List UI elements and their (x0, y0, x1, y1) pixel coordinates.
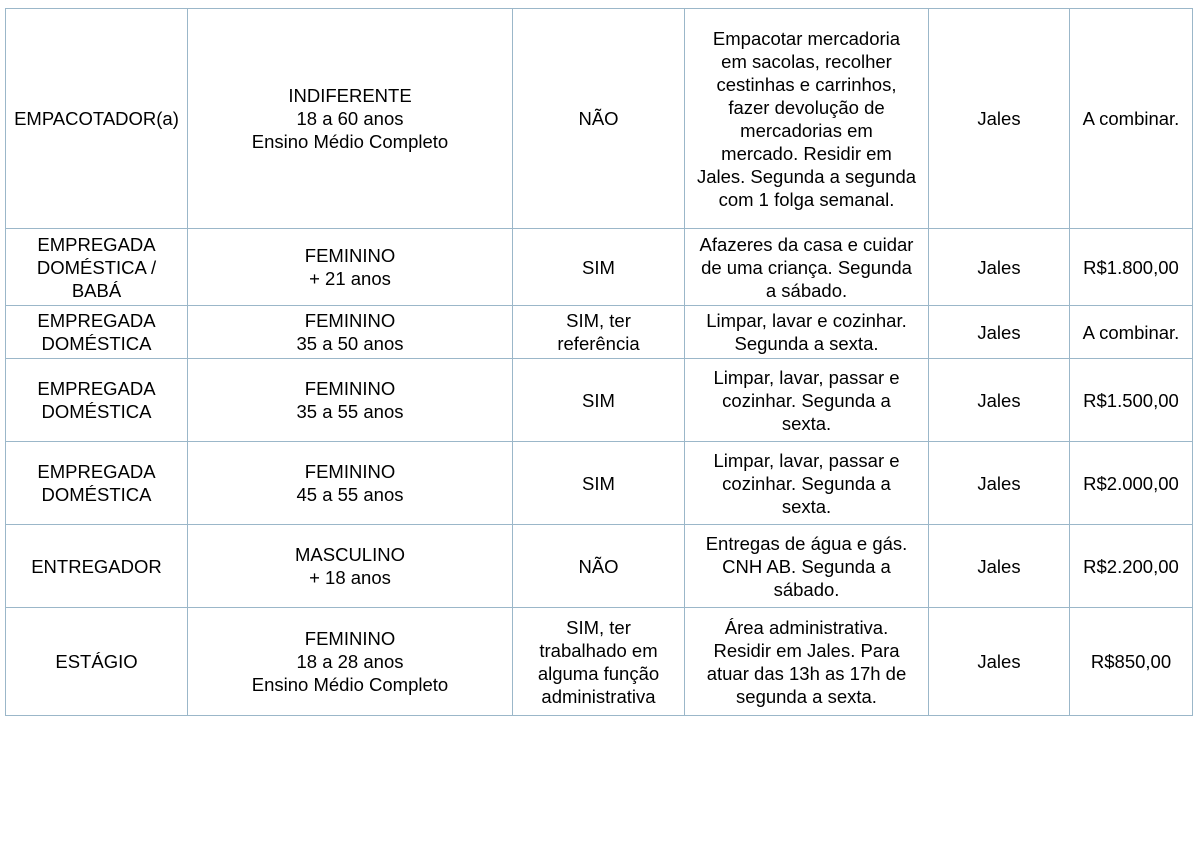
experience-cell: NÃO (513, 9, 685, 229)
candidate-profile-cell: FEMININO 45 a 55 anos (188, 442, 513, 525)
city-cell: Jales (929, 359, 1070, 442)
job-title-cell: EMPREGADA DOMÉSTICA (6, 359, 188, 442)
experience-cell: SIM (513, 359, 685, 442)
activities-cell: Empacotar mercadoria em sacolas, recolher cestinhas e carrinhos, fazer devolução de mercadorias em mercado. Residir em Jales. Segunda a segunda com 1 folga semanal. (685, 9, 929, 229)
salary-cell: R$850,00 (1070, 608, 1193, 716)
job-listings-table (5, 8, 1193, 716)
activities-cell: Limpar, lavar e cozinhar. Segunda a sexta. (685, 306, 929, 359)
candidate-profile-cell: FEMININO 18 a 28 anos Ensino Médio Completo (188, 608, 513, 716)
experience-cell: SIM, ter referência (513, 306, 685, 359)
candidate-profile-cell: FEMININO 35 a 50 anos (188, 306, 513, 359)
candidate-profile-cell: FEMININO 35 a 55 anos (188, 359, 513, 442)
city-cell: Jales (929, 9, 1070, 229)
salary-cell: R$1.800,00 (1070, 229, 1193, 306)
candidate-profile-cell: MASCULINO + 18 anos (188, 525, 513, 608)
experience-cell: NÃO (513, 525, 685, 608)
job-listings-sheet (5, 8, 1193, 716)
table-row (6, 229, 1193, 306)
candidate-profile-cell: FEMININO + 21 anos (188, 229, 513, 306)
table-row (6, 608, 1193, 716)
candidate-profile-cell: INDIFERENTE 18 a 60 anos Ensino Médio Completo (188, 9, 513, 229)
activities-cell: Entregas de água e gás. CNH AB. Segunda a sábado. (685, 525, 929, 608)
job-title-cell: EMPREGADA DOMÉSTICA (6, 306, 188, 359)
city-cell: Jales (929, 525, 1070, 608)
job-title-cell: EMPREGADA DOMÉSTICA / BABÁ (6, 229, 188, 306)
table-row (6, 306, 1193, 359)
city-cell: Jales (929, 442, 1070, 525)
salary-cell: R$2.000,00 (1070, 442, 1193, 525)
experience-cell: SIM, ter trabalhado em alguma função administrativa (513, 608, 685, 716)
job-title-cell: EMPREGADA DOMÉSTICA (6, 442, 188, 525)
activities-cell: Afazeres da casa e cuidar de uma criança. Segunda a sábado. (685, 229, 929, 306)
salary-cell: A combinar. (1070, 9, 1193, 229)
city-cell: Jales (929, 608, 1070, 716)
job-title-cell: ENTREGADOR (6, 525, 188, 608)
salary-cell: R$2.200,00 (1070, 525, 1193, 608)
table-row (6, 442, 1193, 525)
activities-cell: Área administrativa. Residir em Jales. Para atuar das 13h as 17h de segunda a sexta. (685, 608, 929, 716)
table-row (6, 359, 1193, 442)
activities-cell: Limpar, lavar, passar e cozinhar. Segunda a sexta. (685, 442, 929, 525)
job-title-cell: ESTÁGIO (6, 608, 188, 716)
table-row (6, 9, 1193, 229)
experience-cell: SIM (513, 442, 685, 525)
experience-cell: SIM (513, 229, 685, 306)
city-cell: Jales (929, 306, 1070, 359)
activities-cell: Limpar, lavar, passar e cozinhar. Segunda a sexta. (685, 359, 929, 442)
table-row (6, 525, 1193, 608)
city-cell: Jales (929, 229, 1070, 306)
salary-cell: A combinar. (1070, 306, 1193, 359)
salary-cell: R$1.500,00 (1070, 359, 1193, 442)
job-title-cell: EMPACOTADOR(a) (6, 9, 188, 229)
